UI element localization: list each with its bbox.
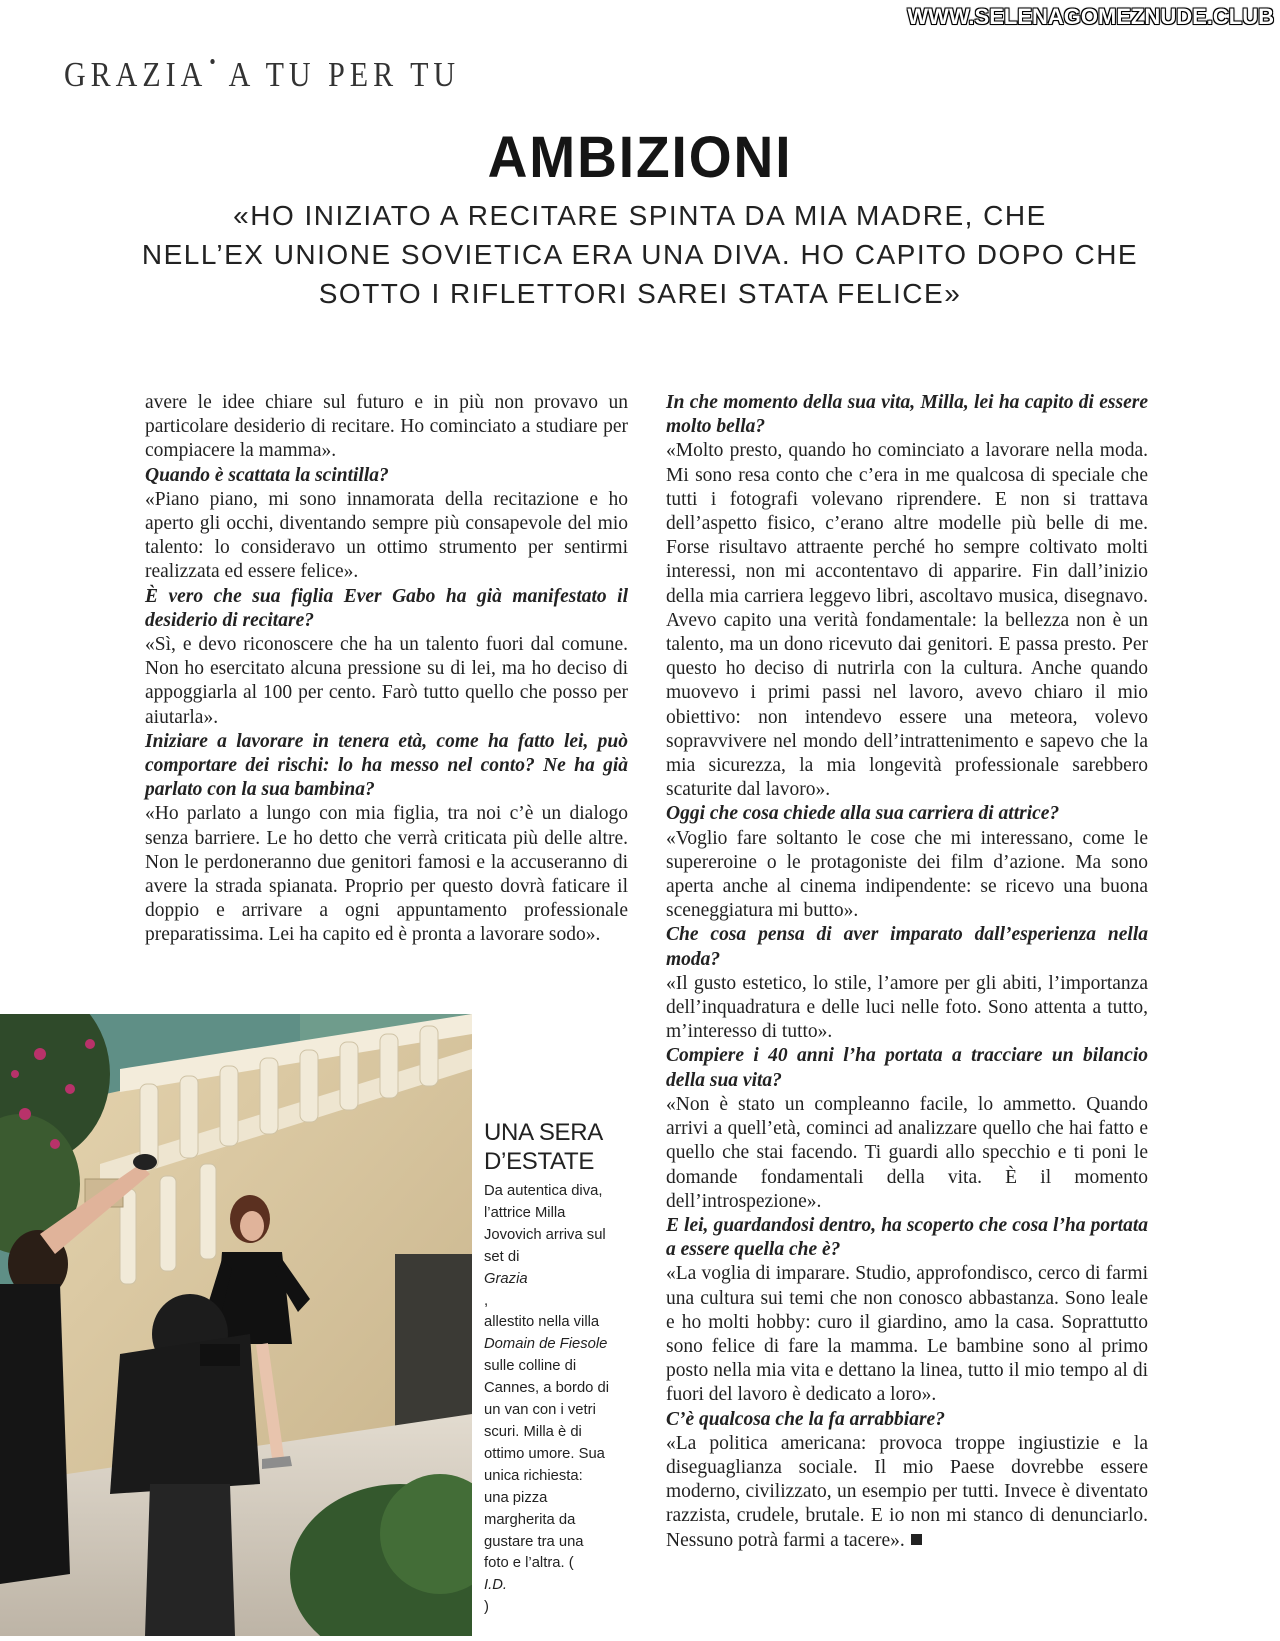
caption-segment: Cannes, a bordo di xyxy=(484,1380,610,1397)
paragraph-text: È vero che sua figlia Ever Gabo ha già manifestato il desiderio di recitare? xyxy=(145,585,628,631)
paragraph-text: In che momento della sua vita, Milla, lei ha capito di essere molto bella? xyxy=(666,392,1148,438)
paragraph-text: «Piano piano, mi sono innamorata della recitazione e ho aperto gli occhi, diventando sempre più consapevole del mio talento: lo consideravo un ottimo strumento per sentirmi realizzata ed essere felice». xyxy=(145,488,628,583)
standfirst-line: NELL’EX UNIONE SOVIETICA ERA UNA DIVA. HO CAPITO DOPO CHE xyxy=(141,239,1139,270)
masthead xyxy=(64,50,461,95)
paragraph-text: «Voglio fare soltanto le cose che mi interessano, come le supereroine o le protagoniste dei film d’azione. Ma sono aperta anche al cinema indipendente: se ricevo una buona sceneggiatura mi butto». xyxy=(666,827,1148,922)
caption-segment: Grazia xyxy=(484,1270,528,1287)
paragraph-text: avere le idee chiare sul futuro e in più non provavo un particolare desiderio di recitare. Ho cominciato a studiare per compiacere la mamma». xyxy=(145,392,628,462)
caption-segment: set di xyxy=(484,1248,520,1265)
interview-question xyxy=(145,585,628,633)
interview-question xyxy=(666,391,1148,439)
interview-question xyxy=(666,923,1148,971)
end-square-icon xyxy=(911,1534,922,1545)
paragraph-text: Iniziare a lavorare in tenera età, come ha fatto lei, può comportare dei rischi: lo ha messo nel conto? Ne ha già parlato con la sua bambina? xyxy=(145,730,628,801)
interview-question xyxy=(666,1044,1148,1092)
caption-segment: foto e l’altra. ( xyxy=(484,1555,574,1572)
caption-body xyxy=(484,1181,634,1619)
caption-line xyxy=(484,1356,634,1378)
paragraph-text: «La politica americana: provoca troppe ingiustizie e la diseguaglianza sociale. Il mio Paese dovrebbe essere moderno, civilizzato, un esempio per tutti. Invece è diventato razzista, crudele, brutale. E io non mi stanco di denunciarlo. Nessuno potrà farmi a tacere». xyxy=(666,1432,1148,1551)
paragraph-text: C’è qualcosa che la fa arrabbiare? xyxy=(666,1408,945,1430)
caption-line xyxy=(484,1532,634,1554)
caption-segment: Da autentica diva, xyxy=(484,1183,603,1199)
caption-segment: , xyxy=(484,1292,489,1309)
article-column-right xyxy=(666,391,1148,1553)
caption-line xyxy=(484,1334,634,1356)
photo-caption xyxy=(484,1118,634,1619)
interview-question xyxy=(145,730,628,803)
interview-question xyxy=(666,1408,1148,1432)
photo-illustration xyxy=(0,1014,472,1636)
interview-question xyxy=(666,1214,1148,1262)
paragraph-text: Che cosa pensa di aver imparato dall’esperienza nella moda? xyxy=(666,924,1148,970)
caption-segment: un van con i vetri xyxy=(484,1402,596,1419)
paragraph-text: «La voglia di imparare. Studio, approfondisco, cerco di farmi una cultura sui temi che non conosco abbastanza. Sono leale e ho molti hobby: curo il giardino, amo la casa. Soprattutto sono felice di fare la mamma. Le bambine sono al primo posto nella mia vita e dettano la linea, tutto il mio tempo al di fuori del lavoro è dedicato a loro». xyxy=(666,1263,1148,1406)
caption-segment: gustare tra una xyxy=(484,1533,584,1550)
interview-question xyxy=(666,802,1148,826)
paragraph-text: «Non è stato un compleanno facile, lo ammetto. Quando arrivi a quell’età, cominci ad analizzare quello che hai fatto e quello che stai facendo. Ti guardi allo specchio e ti poni le domande fondamentali della vita. È il momento dell’introspezione». xyxy=(666,1093,1148,1212)
caption-segment: allestito nella villa xyxy=(484,1314,600,1331)
interview-answer xyxy=(666,827,1148,924)
caption-line xyxy=(484,1510,634,1532)
masthead-brand: GRAZIA xyxy=(64,56,208,94)
caption-segment: l’attrice Milla xyxy=(484,1204,566,1221)
caption-line xyxy=(484,1312,634,1334)
interview-answer xyxy=(145,488,628,585)
caption-segment: ) xyxy=(484,1599,489,1616)
standfirst-line: «HO INIZIATO A RECITARE SPINTA DA MIA MADRE, CHE xyxy=(233,200,1047,231)
caption-title-line: D’ESTATE xyxy=(484,1148,595,1175)
caption-segment: unica richiesta: xyxy=(484,1467,583,1484)
standfirst xyxy=(140,196,1140,313)
interview-answer xyxy=(145,802,628,947)
paragraph-text: Quando è scattata la scintilla? xyxy=(145,464,389,486)
caption-segment: margherita da xyxy=(484,1511,576,1528)
caption-line xyxy=(484,1422,634,1444)
caption-segment: Jovovich arriva sul xyxy=(484,1226,606,1243)
caption-line xyxy=(484,1466,634,1488)
caption-segment: una pizza xyxy=(484,1489,548,1506)
caption-segment: scuri. Milla è di xyxy=(484,1423,582,1440)
caption-line xyxy=(484,1203,634,1225)
paragraph-text: «Ho parlato a lungo con mia figlia, tra noi c’è un dialogo senza barriere. Le ho detto che verrà criticata più delle altre. Non le perdoneranno due genitori famosi e la accuseranno di avere la strada spianata. Proprio per questo dovrà faticare il doppio e arrivare a ogni appuntamento professionale preparatissima. Lei ha capito ed è pronta a lavorare sodo». xyxy=(145,803,628,946)
standfirst-line: SOTTO I RIFLETTORI SAREI STATA FELICE» xyxy=(318,278,962,309)
caption-segment: Domain de Fiesole xyxy=(484,1336,608,1353)
paragraph-text: E lei, guardandosi dentro, ha scoperto che cosa l’ha portata a essere quella che è? xyxy=(666,1214,1148,1261)
caption-line xyxy=(484,1225,634,1247)
interview-answer xyxy=(145,633,628,730)
caption-line xyxy=(484,1444,634,1466)
interview-answer xyxy=(666,972,1148,1045)
caption-title-line: UNA SERA xyxy=(484,1119,603,1146)
masthead-dot-icon: • xyxy=(209,50,221,74)
interview-answer xyxy=(145,391,628,464)
photo-photoshoot xyxy=(0,1014,472,1636)
interview-question xyxy=(145,464,628,488)
paragraph-text: Compiere i 40 anni l’ha portata a tracciare un bilancio della sua vita? xyxy=(666,1045,1148,1091)
caption-title xyxy=(484,1118,634,1176)
interview-answer xyxy=(666,1093,1148,1214)
caption-segment: ottimo umore. Sua xyxy=(484,1445,605,1462)
caption-line xyxy=(484,1400,634,1422)
watermark: WWW.SELENAGOMEZNUDE.CLUB xyxy=(907,4,1274,29)
headline: AMBIZIONI xyxy=(487,125,793,190)
caption-line xyxy=(484,1181,634,1203)
paragraph-text: Oggi che cosa chiede alla sua carriera di attrice? xyxy=(666,803,1060,825)
caption-segment: I.D. xyxy=(484,1577,508,1594)
caption-line xyxy=(484,1378,634,1400)
caption-line xyxy=(484,1247,634,1313)
interview-answer xyxy=(666,439,1148,802)
masthead-section: A TU PER TU xyxy=(228,56,461,94)
caption-line xyxy=(484,1553,634,1619)
caption-line xyxy=(484,1488,634,1510)
paragraph-text: «Molto presto, quando ho cominciato a lavorare nella moda. Mi sono resa conto che c’era in me qualcosa di speciale che tutti i fotografi volevano riprendere. E non si trattava dell’aspetto fisico, c’erano altre modelle più belle di me. Forse risultavo attraente perché ho sempre coltivato molti interessi, non mi accontentavo di apparire. Fin dall’inizio della mia carriera leggevo libri, ascoltavo musica, disegnavo. Avevo capito una verità fondamentale: la bellezza non è un talento, ma un dono ricevuto dai genitori. E passa presto. Per questo ho deciso di nutrirla con la cultura. Anche quando muovevo i primi passi nel lavoro, avevo chiaro il mio obiettivo: non intendevo essere una meteora, volevo sopravvivere nel mondo dell’intrattenimento e sapevo che la mia sicurezza, la mia longevità professionale sarebbero scaturite dal lavoro». xyxy=(666,440,1148,801)
paragraph-text: «Il gusto estetico, lo stile, l’amore per gli abiti, l’importanza dell’inquadratura e delle luci nelle foto. Sono attenta a tutto, m’interesso di tutto». xyxy=(666,972,1148,1043)
caption-segment: sulle colline di xyxy=(484,1358,577,1375)
interview-answer xyxy=(666,1432,1148,1553)
article-column-left xyxy=(145,391,628,948)
interview-answer xyxy=(666,1262,1148,1407)
paragraph-text: «Sì, e devo riconoscere che ha un talento fuori dal comune. Non ho esercitato alcuna pressione su di lei, ma ho deciso di appoggiarla al 100 per cento. Farò tutto quello che posso per aiutarla». xyxy=(145,634,628,728)
